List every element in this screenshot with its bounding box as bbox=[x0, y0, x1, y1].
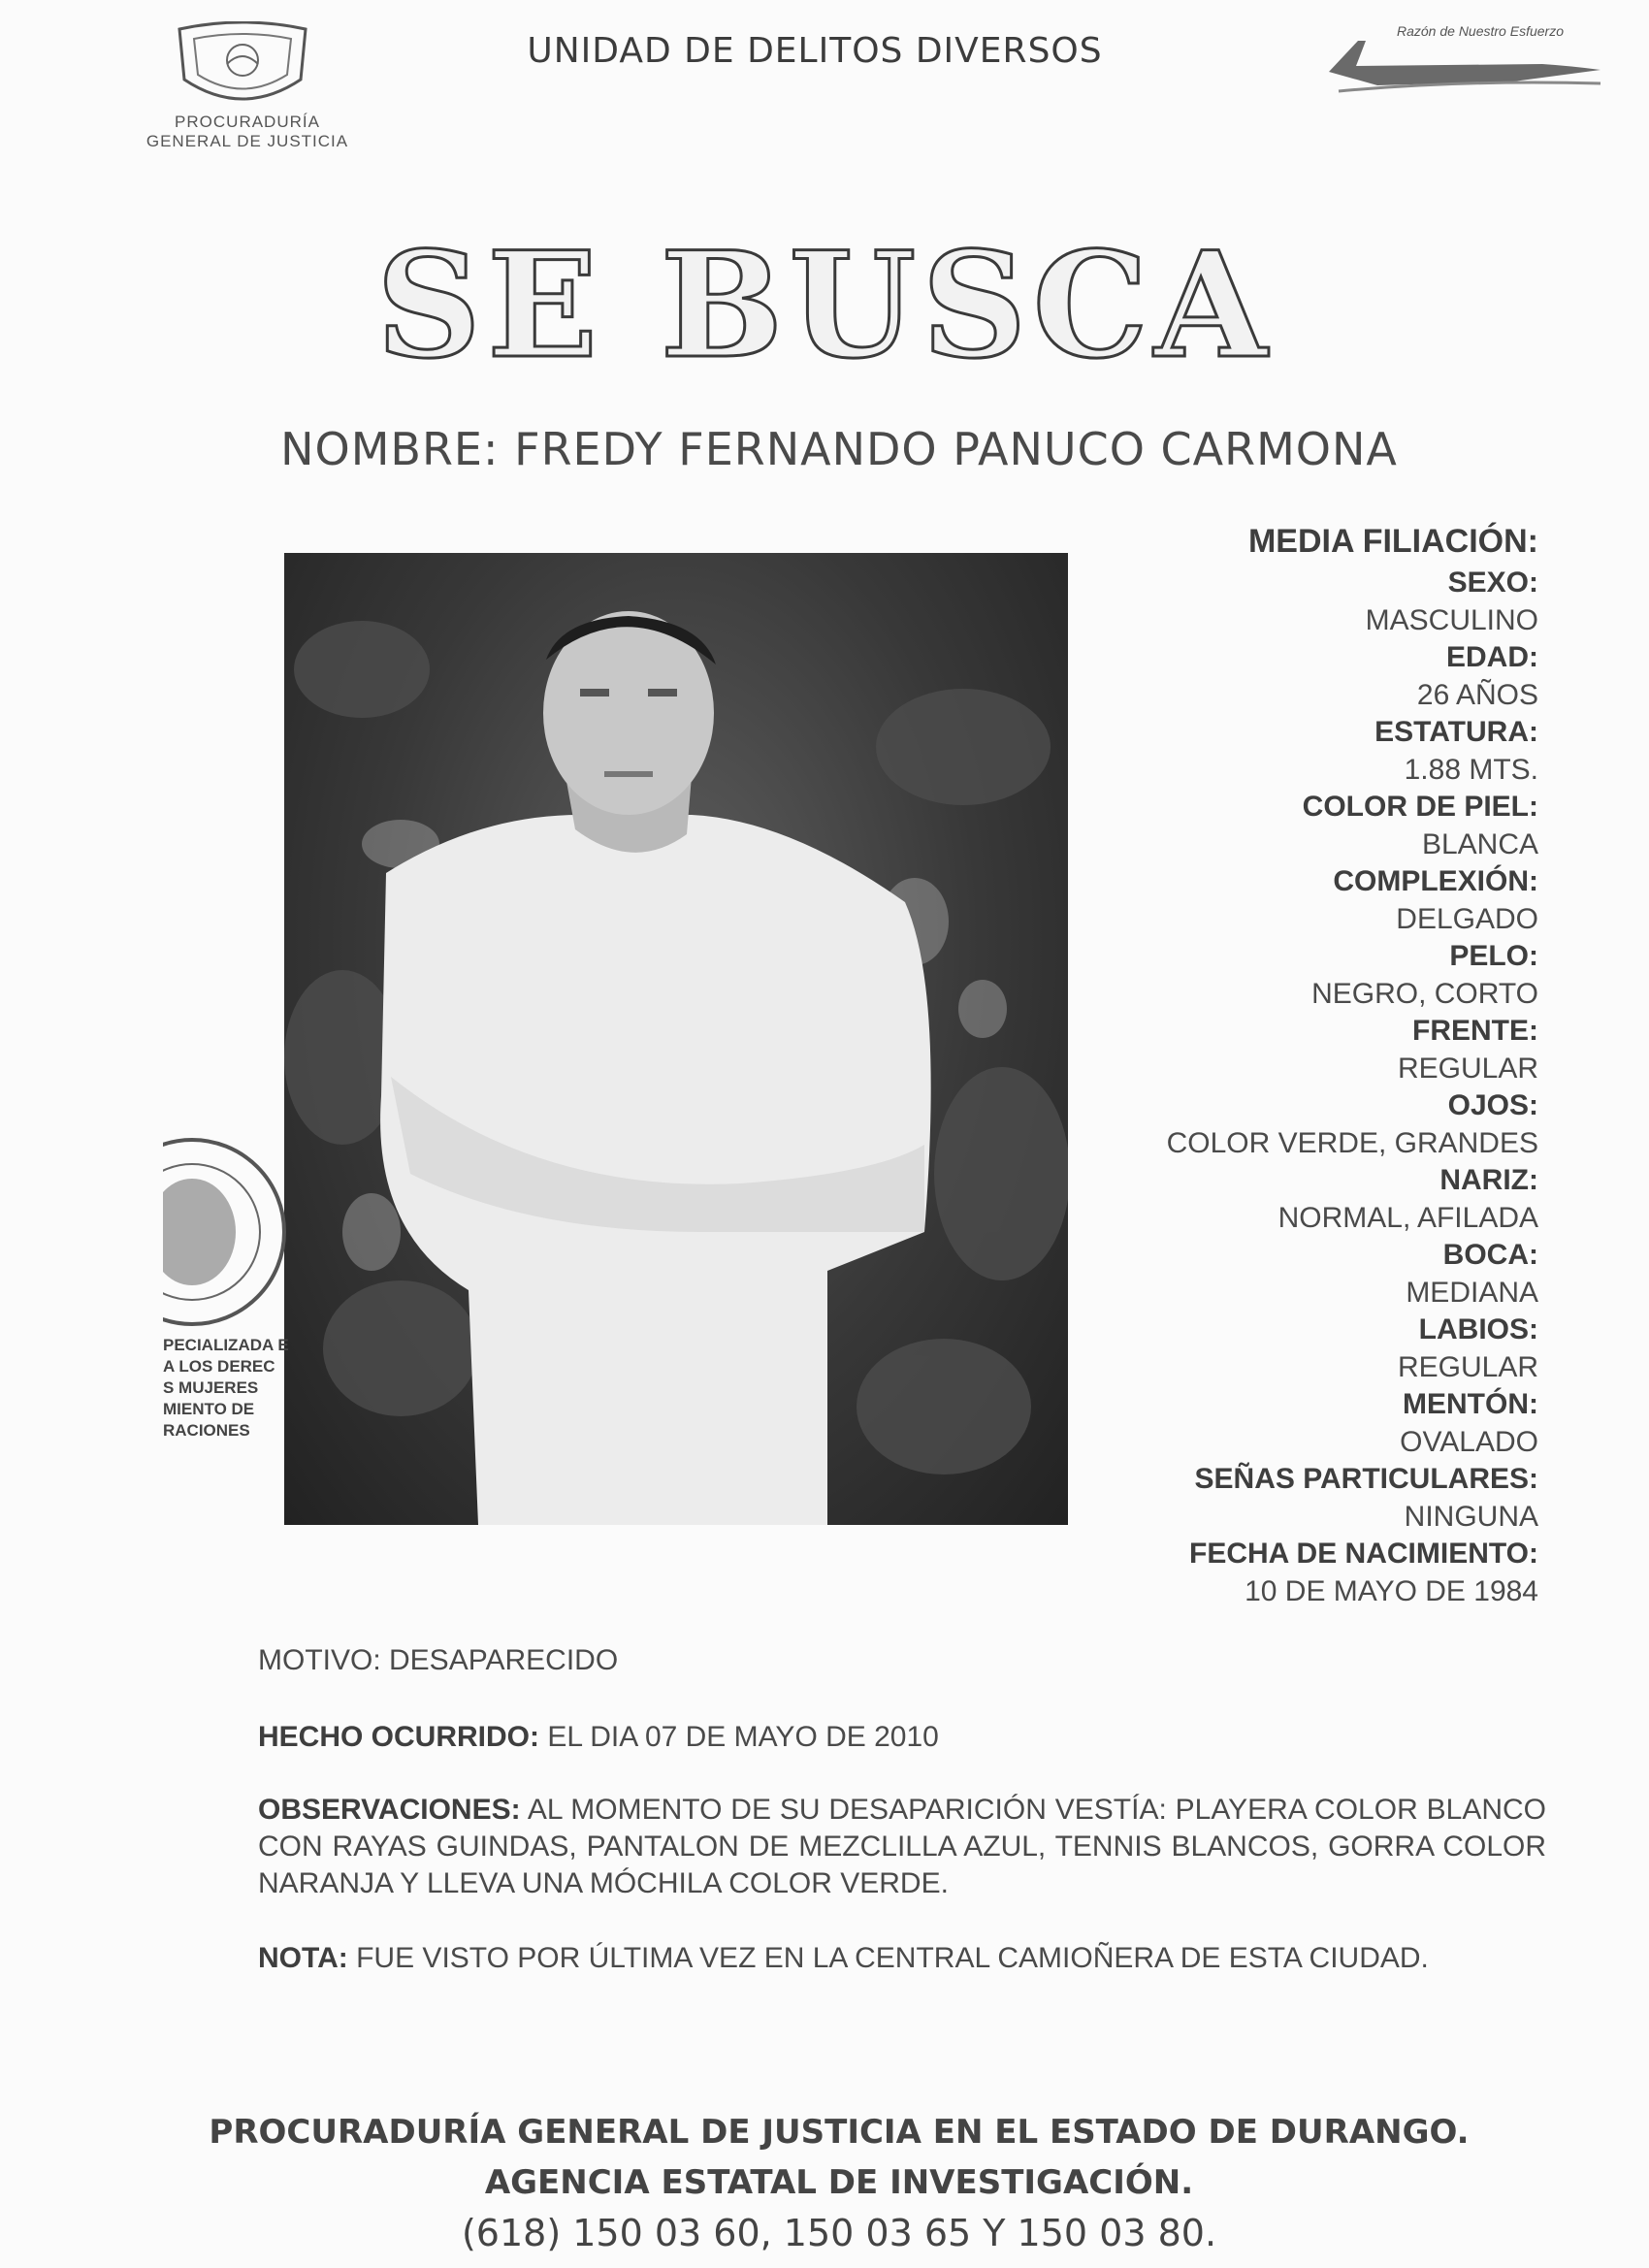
height-value: 1.88 MTS. bbox=[1404, 754, 1538, 786]
lips-label: LABIOS: bbox=[1418, 1313, 1538, 1345]
forehead-label: FRENTE: bbox=[1412, 1015, 1538, 1047]
note-label: NOTA: bbox=[258, 1942, 348, 1974]
stamp-line: S MUJERES bbox=[163, 1378, 259, 1397]
eyes-value: COLOR VERDE, GRANDES bbox=[1166, 1127, 1538, 1159]
incident-line bbox=[258, 1719, 1546, 1756]
age-label: EDAD: bbox=[1446, 641, 1538, 673]
agency-logo-text bbox=[126, 113, 369, 151]
footer-phones: (618) 150 03 60, 150 03 65 Y 150 03 80. bbox=[461, 2212, 1217, 2254]
sex-label: SEXO: bbox=[1447, 567, 1538, 599]
forehead-value: REGULAR bbox=[1397, 1053, 1538, 1085]
person-name: NOMBRE: FREDY FERNANDO PANUCO CARMONA bbox=[280, 423, 1398, 475]
footer-department: AGENCIA ESTATAL DE INVESTIGACIÓN. bbox=[484, 2163, 1194, 2202]
incident-label: HECHO OCURRIDO: bbox=[258, 1721, 539, 1753]
stamp-line: PECIALIZADA E bbox=[163, 1336, 289, 1354]
height-label: ESTATURA: bbox=[1374, 716, 1538, 748]
skin-color-label: COLOR DE PIEL: bbox=[1302, 791, 1538, 823]
observations-label: OBSERVACIONES: bbox=[258, 1794, 521, 1826]
hair-label: PELO: bbox=[1449, 940, 1538, 972]
nose-label: NARIZ: bbox=[1439, 1164, 1538, 1196]
skin-color-value: BLANCA bbox=[1421, 828, 1538, 860]
agency-logo-line: GENERAL DE JUSTICIA bbox=[146, 132, 349, 150]
state-seal-logo bbox=[165, 21, 320, 118]
note-value: FUE VISTO POR ÚLTIMA VEZ EN LA CENTRAL CAMIOÑERA DE ESTA CIUDAD. bbox=[347, 1942, 1429, 1974]
description-heading: MEDIA FILIACIÓN: bbox=[1247, 523, 1538, 560]
birth-date-value: 10 DE MAYO DE 1984 bbox=[1245, 1575, 1538, 1607]
mouth-value: MEDIANA bbox=[1406, 1277, 1538, 1309]
distinguishing-marks-value: NINGUNA bbox=[1404, 1501, 1538, 1533]
build-label: COMPLEXIÓN: bbox=[1333, 865, 1538, 897]
stamp-line: A LOS DEREC bbox=[163, 1357, 275, 1376]
lips-value: REGULAR bbox=[1397, 1351, 1538, 1383]
distinguishing-marks-label: SEÑAS PARTICULARES: bbox=[1194, 1463, 1538, 1495]
sex-value: MASCULINO bbox=[1365, 604, 1538, 636]
agency-logo-line: PROCURADURÍA bbox=[175, 113, 320, 131]
chin-label: MENTÓN: bbox=[1403, 1388, 1538, 1420]
eyes-label: OJOS: bbox=[1447, 1089, 1538, 1121]
missing-person-photo bbox=[284, 553, 1068, 1525]
birth-date-label: FECHA DE NACIMIENTO: bbox=[1189, 1538, 1538, 1570]
footer-agency: PROCURADURÍA GENERAL DE JUSTICIA EN EL ESTADO DE DURANGO. bbox=[209, 2113, 1470, 2152]
unit-title: UNIDAD DE DELITOS DIVERSOS bbox=[527, 31, 1103, 71]
reason-line bbox=[258, 1642, 1546, 1679]
headline: SE BUSCA bbox=[375, 220, 1274, 391]
incident-value: EL DIA 07 DE MAYO DE 2010 bbox=[539, 1721, 939, 1753]
hair-value: NEGRO, CORTO bbox=[1311, 978, 1538, 1010]
stamp-line: RACIONES bbox=[163, 1421, 250, 1440]
note-paragraph bbox=[258, 1940, 1546, 1977]
physical-description bbox=[995, 522, 1538, 1610]
observations-paragraph bbox=[258, 1792, 1546, 1902]
reason-label: MOTIVO: bbox=[258, 1644, 381, 1676]
build-value: DELGADO bbox=[1396, 903, 1538, 935]
reason-value: DESAPARECIDO bbox=[380, 1644, 619, 1676]
chin-value: OVALADO bbox=[1400, 1426, 1538, 1458]
observations-value: AL MOMENTO DE SU DESAPARICIÓN VESTÍA: PLAYERA COLOR BLANCO CON RAYAS GUINDAS, PANTALON DE MEZCLILLA AZUL, TENNIS BLANCOS, GORRA COLOR NARANJA Y LLEVA UNA MÓCHILA COLOR VERDE. bbox=[258, 1794, 1546, 1899]
nose-value: NORMAL, AFILADA bbox=[1277, 1202, 1538, 1234]
stamp-text bbox=[163, 1335, 299, 1442]
mouth-label: BOCA: bbox=[1442, 1239, 1538, 1271]
stamp-line: MIENTO DE bbox=[163, 1400, 255, 1418]
age-value: 26 AÑOS bbox=[1416, 679, 1538, 711]
slogan-text: Razón de Nuestro Esfuerzo bbox=[1397, 23, 1564, 39]
